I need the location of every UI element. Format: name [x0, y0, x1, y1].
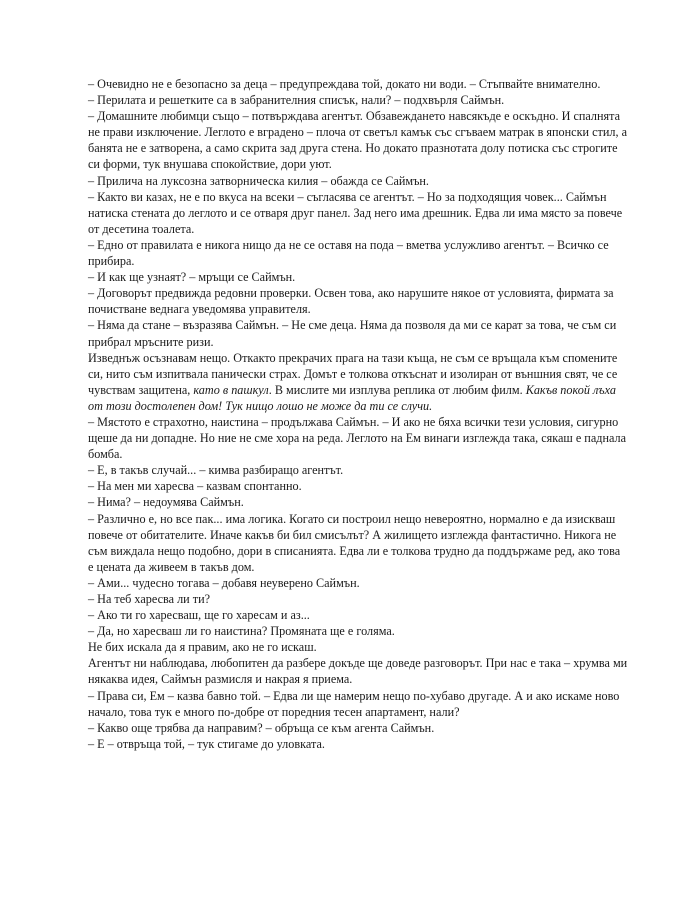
paragraph: – И как ще узнаят? – мръщи се Саймън.: [88, 270, 296, 285]
paragraph: – Нима? – недоумява Саймън.: [88, 495, 244, 510]
paragraph: – Прилича на луксозна затворническа килия – обажда се Саймън.: [88, 173, 429, 188]
italic-run: като в пашкул: [193, 382, 269, 397]
paragraph: – Какво още трябва да направим? – обръща се към агента Саймън.: [88, 720, 435, 735]
paragraph: – Договорът предвижда редовни проверки. Освен това, ако нарушите някое от условията, фирмата за почистване веднага уведомява управителя.: [88, 286, 614, 317]
text-run: Изведнъж осъзнавам нещо. Откакто прекрачих прага на тази къща, не съм се връщала към спомените си, нито съм изпитвала панически страх. Домът е толкова откъснат и изолиран от външния свят, че се чувствам защитена,: [88, 350, 618, 397]
document-page: [88, 76, 628, 752]
paragraph: – Ако ти го харесваш, ще го харесам и аз...: [88, 608, 310, 623]
paragraph: – Перилата и решетките са в забранителния списък, нали? – подхвърля Саймън.: [88, 93, 505, 108]
paragraph: Агентът ни наблюдава, любопитен да разбере докъде ще доведе разговорът. При нас е така – хрумва ми някаква идея, Саймън размисля и накрая я приема.: [88, 656, 628, 687]
paragraph: – Очевидно не е безопасно за деца – предупреждава той, докато ни води. – Стъпвайте внимателно.: [88, 77, 601, 91]
text-run: . В мислите ми изплува реплика от любим филм.: [268, 382, 526, 397]
paragraph: – На теб харесва ли ти?: [88, 592, 211, 606]
paragraph: – Както ви казах, не е по вкуса на всеки – съгласява се агентът. – Но за подходящия човек... Саймън натиска стената до леглото и се отваря друг панел. Зад него има дрешник. Едва ли има място за повече от десетина тоалета.: [88, 189, 623, 236]
paragraph: – Е, в такъв случай... – кимва разбиращо агентът.: [88, 463, 344, 478]
paragraph: – Да, но харесваш ли го наистина? Промяната ще е голяма.: [88, 624, 395, 639]
paragraph: Не бих искала да я правим, ако не го искаш.: [88, 640, 317, 655]
paragraph: – Е – отвръща той, – тук стигаме до уловката.: [88, 736, 325, 751]
paragraph: – Различно е, но все пак... има логика. Когато си построил нещо невероятно, нормално е да изискваш повече от обитателите. Иначе какъв би бил смисълът? А жилището изглежда фантастично. Никога не съм виждала нещо подобно, дори в списанията. Едва ли е толкова трудно да поддържаме ред, ако това е цената да живеем в такъв дом.: [88, 511, 621, 574]
paragraph: – Мястото е страхотно, наистина – продължава Саймън. – И ако не бяха всички тези условия, сигурно щеше да ни допадне. Но ние не сме хора на реда. Леглото на Ем винаги изглежда така, сякаш е паднала бомба.: [88, 414, 626, 462]
paragraph: – Ами... чудесно тогава – добавя неуверено Саймън.: [88, 575, 360, 590]
italic-quote: Какъв покой лъха от този достолепен дом! Тук нищо лошо не може да ти се случи.: [88, 382, 616, 413]
paragraph: – Няма да стане – възразява Саймън. – Не сме деца. Няма да позволя да ми се карат за това, че съм си прибрал мръсните ризи.: [88, 318, 617, 349]
paragraph: – Права си, Ем – казва бавно той. – Едва ли ще намерим нещо по-хубаво другаде. А и ако искаме ново начало, това тук е много по-добре от поредния тесен апартамент, нали?: [88, 688, 620, 719]
paragraph: – На мен ми харесва – казвам спонтанно.: [88, 479, 302, 494]
paragraph: – Едно от правилата е никога нищо да не се оставя на пода – вметва услужливо агентът. – Всичко се прибира.: [88, 237, 609, 269]
paragraph: – Домашните любимци също – потвърждава агентът. Обзавеждането навсякъде е оскъдно. И спалнята не прави изключение. Леглото е вградено – плоча от светъл камък със сгъваем матрак в японски стил, а банята не е затворена, а само скрита зад друга стена. Но докато празнотата долу потиска със строгите си форми, тук внушава спокойствие, дори уют.: [88, 109, 627, 172]
paragraph-mixed: [88, 350, 628, 414]
